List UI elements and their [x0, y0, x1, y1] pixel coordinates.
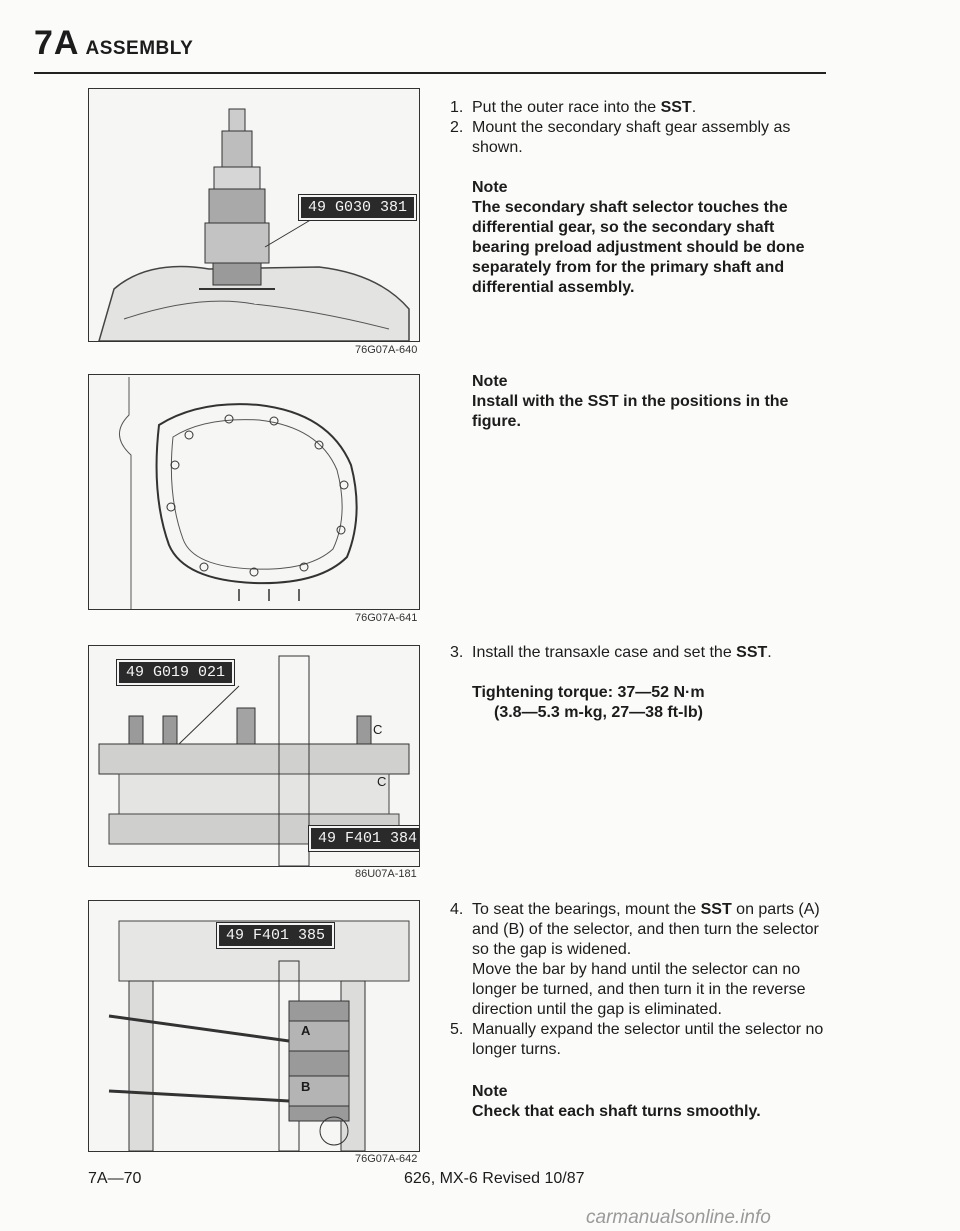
section-title: ASSEMBLY	[85, 38, 194, 59]
part-label-c: C	[377, 774, 387, 789]
step-4-continued: Move the bar by hand until the selector can no longer be turned, and then turn it in the reverse direction until the gap is eliminated.	[472, 961, 806, 1018]
sst-tag: 49 G019 021	[117, 660, 234, 685]
torque-line-1: Tightening torque: 37—52 N·m	[472, 684, 705, 701]
sst-tag: 49 F401 385	[217, 923, 334, 948]
note-4	[450, 1082, 830, 1122]
sst-tag: 49 G030 381	[299, 195, 416, 220]
watermark: carmanualsonline.info	[586, 1207, 771, 1228]
figure-2-code: 76G07A-641	[355, 612, 418, 624]
text-block-note-2	[450, 372, 830, 432]
figure-2-drawing	[89, 375, 419, 609]
text-block-steps-1-2	[450, 98, 830, 298]
part-label-b: B	[301, 1079, 311, 1094]
figure-2-case-positions	[88, 374, 420, 610]
note-body: Install with the SST in the positions in the figure.	[472, 393, 789, 430]
model-revision: 626, MX-6 Revised 10/87	[404, 1170, 585, 1187]
step-3: 3. Install the transaxle case and set the SST.	[450, 644, 772, 661]
note-body: Check that each shaft turns smoothly.	[472, 1103, 761, 1120]
note-heading: Note	[472, 1083, 508, 1100]
torque-line-2: (3.8—5.3 m-kg, 27—38 ft-lb)	[494, 704, 703, 721]
step-1: 1. Put the outer race into the SST.	[450, 99, 697, 116]
torque-spec	[450, 683, 830, 723]
figure-4-code: 76G07A-642	[355, 1153, 418, 1165]
header-rule	[34, 72, 826, 74]
part-label-a: A	[301, 1023, 311, 1038]
page-number: 7A—70	[88, 1170, 142, 1187]
note-body: The secondary shaft selector touches the differential gear, so the secondary shaft bearing preload adjustment should be done separately from for the primary shaft and differential assembly.	[472, 199, 805, 296]
page-header	[34, 24, 824, 63]
note-1	[450, 178, 830, 298]
text-block-steps-4-5	[450, 900, 830, 1122]
note-2	[450, 372, 830, 432]
note-heading: Note	[472, 373, 508, 390]
sst-tag: 49 F401 384	[309, 826, 420, 851]
step-2: 2. Mount the secondary shaft gear assembly as shown.	[450, 119, 791, 156]
figure-4-selector-turning	[88, 900, 420, 1152]
step-5: 5. Manually expand the selector until the selector no longer turns.	[450, 1021, 824, 1058]
figure-3-code: 86U07A-181	[355, 868, 417, 880]
step-4: 4. To seat the bearings, mount the SST on parts (A) and (B) of the selector, and then turn the selector so the gap is widened. Move the bar by hand until the selector can no longer be turned, and then turn it in the reverse direction until the gap is eliminated.	[450, 900, 830, 1020]
note-heading: Note	[472, 179, 508, 196]
text-block-step-3	[450, 643, 830, 723]
figure-1-code: 76G07A-640	[355, 344, 418, 356]
part-label-c: C	[373, 722, 383, 737]
figure-3-sst-installed	[88, 645, 420, 867]
figure-1-secondary-shaft	[88, 88, 420, 342]
section-number: 7A	[34, 24, 80, 62]
